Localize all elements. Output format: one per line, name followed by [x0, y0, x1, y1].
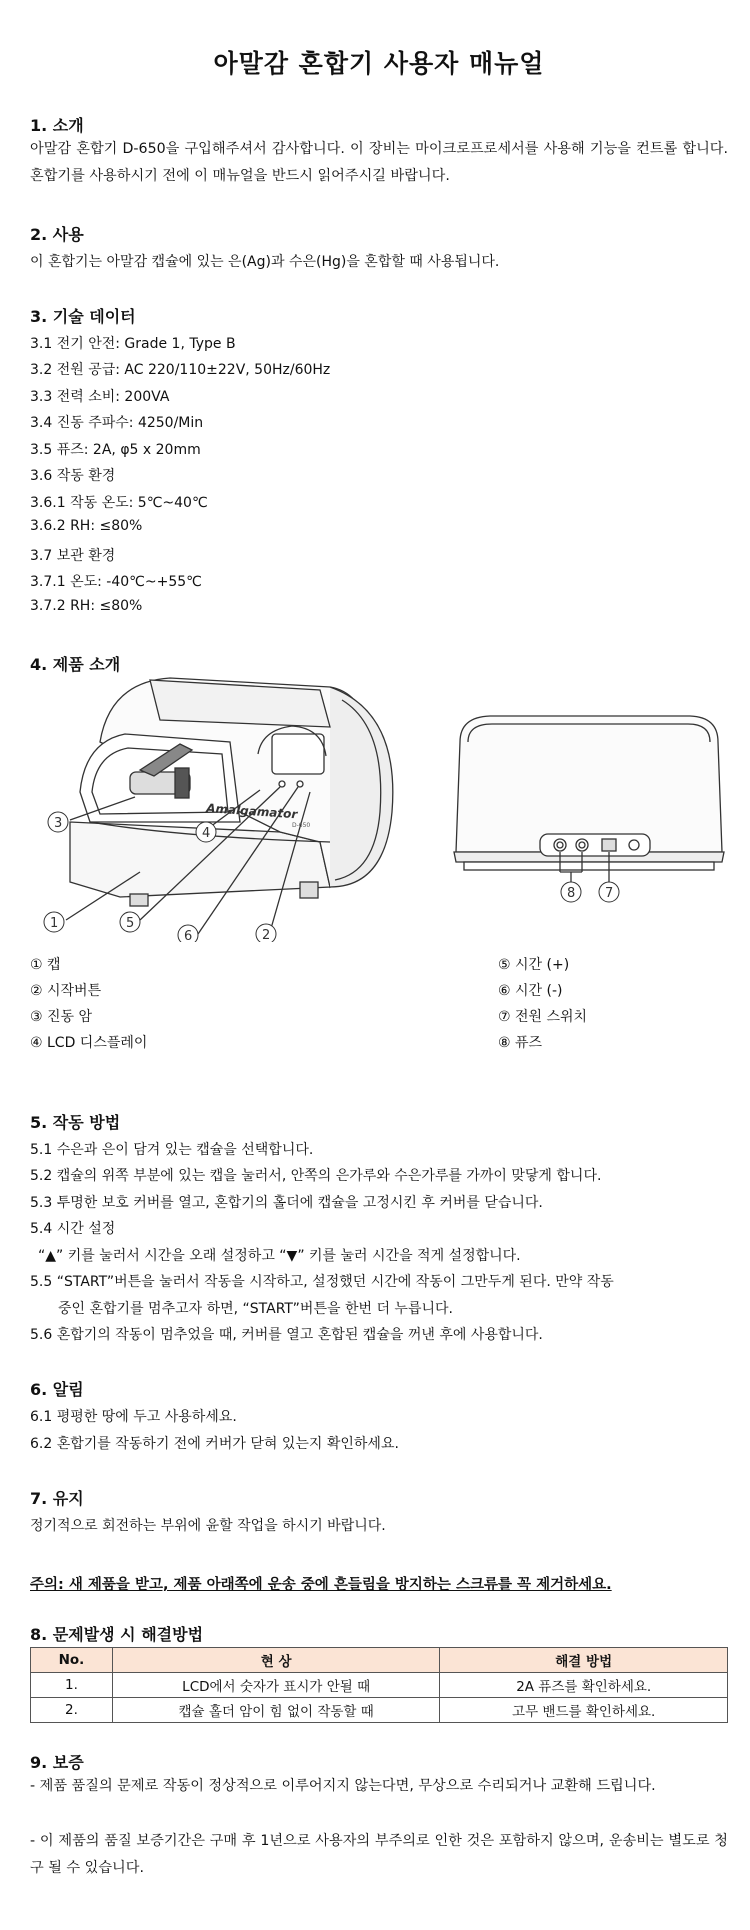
- section-1-heading: 1. 소개: [30, 116, 84, 135]
- part-item: ⑤ 시간 (+): [498, 957, 570, 973]
- part-item: ② 시작버튼: [30, 983, 102, 999]
- section-7-heading: 7. 유지: [30, 1489, 84, 1508]
- product-back-illustration: [450, 712, 728, 932]
- callout-2: 2: [262, 928, 271, 942]
- spec-line: 3.2 전원 공급: AC 220/110±22V, 50Hz/60Hz: [30, 362, 331, 378]
- spec-line: 3.3 전력 소비: 200VA: [30, 389, 170, 405]
- step-line: 중인 혼합기를 멈추고자 하면, “START”버튼을 한번 더 누릅니다.: [58, 1301, 453, 1317]
- part-item: ⑦ 전원 스위치: [498, 1009, 588, 1025]
- step-line: 5.5 “START”버튼을 눌러서 작동을 시작하고, 설정했던 시간에 작동이 그만두게 된다. 만약 작동: [30, 1274, 614, 1290]
- part-item: ⑥ 시간 (-): [498, 983, 563, 999]
- column-header: 해결 방법: [440, 1648, 728, 1673]
- spec-line: 3.6.2 RH: ≤80%: [30, 518, 143, 534]
- section-4-heading: 4. 제품 소개: [30, 655, 121, 674]
- step-line: 5.1 수은과 은이 담겨 있는 캡슐을 선택합니다.: [30, 1142, 314, 1158]
- document-title: 아말감 혼합기 사용자 매뉴얼: [213, 49, 545, 78]
- parts-list-right: [498, 952, 587, 1056]
- part-item: ④ LCD 디스플레이: [30, 1035, 148, 1051]
- spec-line: 3.4 진동 주파수: 4250/Min: [30, 415, 204, 431]
- section-2-body: 이 혼합기는 아말감 캡슐에 있는 은(Ag)과 수은(Hg)을 혼합할 때 사용됩니다.: [30, 254, 500, 270]
- section-3-heading: 3. 기술 데이터: [30, 307, 136, 326]
- step-line: “▲” 키를 눌러서 시간을 오래 설정하고 “▼” 키를 눌러 시간을 적게 설정합니다.: [38, 1248, 521, 1264]
- section-2-heading: 2. 사용: [30, 225, 84, 244]
- table-cell: 캡슐 홀더 암이 힘 없이 작동할 때: [112, 1698, 440, 1723]
- warranty-line: - 이 제품의 품질 보증기간은 구매 후 1년으로 사용자의 부주의로 인한 것은 포함하지 않으며, 운송비는 별도로 청구 될 수 있습니다.: [30, 1833, 728, 1876]
- table-header-row: [31, 1648, 728, 1673]
- callout-5: 5: [126, 916, 135, 931]
- part-item: ① 캡: [30, 957, 61, 973]
- table-cell: LCD에서 숫자가 표시가 안될 때: [112, 1673, 440, 1698]
- part-item: ⑧ 퓨즈: [498, 1035, 543, 1051]
- notice-line: 6.1 평평한 땅에 두고 사용하세요.: [30, 1409, 237, 1425]
- spec-line: 3.1 전기 안전: Grade 1, Type B: [30, 336, 236, 352]
- model-label: D-650: [292, 822, 311, 829]
- table-cell: 2A 퓨즈를 확인하세요.: [440, 1673, 728, 1698]
- table-cell: 2.: [31, 1698, 113, 1723]
- column-header: No.: [31, 1648, 113, 1673]
- spec-line: 3.7.2 RH: ≤80%: [30, 598, 143, 614]
- column-header: 현 상: [112, 1648, 440, 1673]
- section-9-heading: 9. 보증: [30, 1753, 84, 1772]
- table-cell: 고무 밴드를 확인하세요.: [440, 1698, 728, 1723]
- parts-list-left: [30, 952, 147, 1056]
- callout-6: 6: [184, 929, 193, 942]
- step-line: 5.6 혼합기의 작동이 멈추었을 때, 커버를 열고 혼합된 캡슐을 꺼낸 후에 사용합니다.: [30, 1327, 543, 1343]
- callout-3: 3: [54, 816, 63, 831]
- spec-line: 3.7 보관 환경: [30, 548, 116, 564]
- troubleshooting-table: [30, 1647, 728, 1723]
- section-6-heading: 6. 알림: [30, 1380, 84, 1399]
- spec-line: 3.6 작동 환경: [30, 468, 116, 484]
- brand-label: Amalgamator: [205, 801, 298, 822]
- step-line: 5.3 투명한 보호 커버를 열고, 혼합기의 홀더에 캡슐을 고정시킨 후 커버를 닫습니다.: [30, 1195, 543, 1211]
- part-item: ③ 진동 암: [30, 1009, 93, 1025]
- warranty-line: - 제품 품질의 문제로 작동이 정상적으로 이루어지지 않는다면, 무상으로 수리되거나 교환해 드립니다.: [30, 1778, 656, 1794]
- section-1-body: 아말감 혼합기 D-650을 구입해주셔서 감사합니다. 이 장비는 마이크로프로세서를 사용해 기능을 컨트롤 합니다. 혼합기를 사용하시기 전에 이 매뉴얼을 반드시 읽어주시길 바랍니다.: [30, 141, 728, 184]
- callout-7: 7: [605, 886, 614, 901]
- spec-line: 3.7.1 온도: -40℃~+55℃: [30, 574, 202, 590]
- step-line: 5.2 캡슐의 위쪽 부분에 있는 캡을 눌러서, 안쪽의 은가루와 수은가루를 가까이 맞닿게 합니다.: [30, 1168, 602, 1184]
- callout-8: 8: [567, 886, 576, 901]
- notice-line: 6.2 혼합기를 작동하기 전에 커버가 닫혀 있는지 확인하세요.: [30, 1436, 399, 1452]
- warning-note: 주의: 새 제품을 받고, 제품 아래쪽에 운송 중에 흔들림을 방지하는 스크류를 꼭 제거하세요.: [30, 1577, 612, 1593]
- spec-line: 3.6.1 작동 온도: 5℃~40℃: [30, 495, 208, 511]
- section-8-heading: 8. 문제발생 시 해결방법: [30, 1625, 204, 1644]
- table-row: [31, 1673, 728, 1698]
- section-7-body: 정기적으로 회전하는 부위에 윤할 작업을 하시기 바랍니다.: [30, 1518, 386, 1534]
- callout-1: 1: [50, 916, 59, 931]
- section-5-heading: 5. 작동 방법: [30, 1113, 121, 1132]
- table-row: [31, 1698, 728, 1723]
- spec-line: 3.5 퓨즈: 2A, φ5 x 20mm: [30, 442, 201, 458]
- callout-4: 4: [202, 826, 211, 841]
- table-cell: 1.: [31, 1673, 113, 1698]
- step-line: 5.4 시간 설정: [30, 1221, 116, 1237]
- product-front-illustration: [30, 672, 400, 942]
